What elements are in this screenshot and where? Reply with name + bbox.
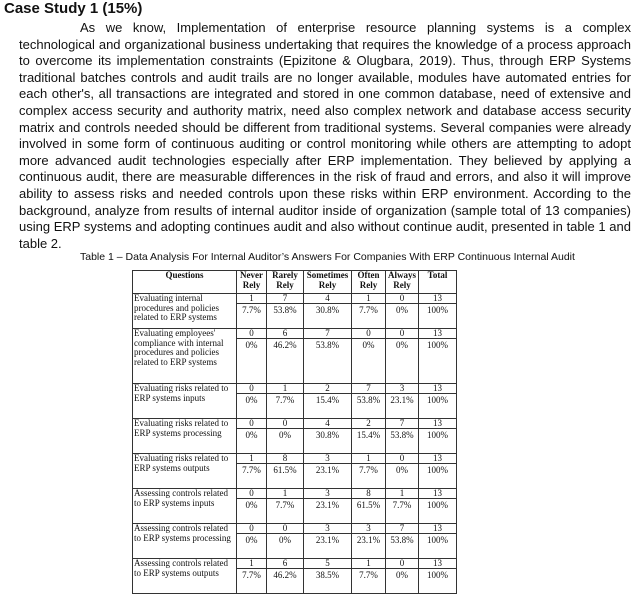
never-percent: 0% [245,395,258,405]
total-cell [419,294,457,329]
rarely-count: 7 [267,294,303,304]
never-count: 0 [237,419,266,429]
often-count: 8 [352,489,385,499]
rarely-count: 1 [267,489,303,499]
rarely-count: 0 [267,419,303,429]
sometimes-count: 2 [304,384,351,394]
rarely-count: 0 [267,524,303,534]
header-rarely-rely: Rarely Rely [267,271,304,294]
always-count: 7 [386,524,418,534]
sometimes-percent: 23.1% [315,465,340,475]
always-percent: 0% [396,570,408,580]
question-cell: Evaluating risks related to ERP systems outputs [133,454,237,489]
always-cell [386,524,419,559]
always-cell [386,489,419,524]
never-count: 1 [237,454,266,464]
sometimes-percent: 38.5% [315,570,340,580]
always-percent: 53.8% [390,535,414,545]
total-percent: 100% [427,570,448,580]
total-count: 13 [419,384,456,394]
rarely-count: 8 [267,454,303,464]
sometimes-percent: 15.4% [315,395,340,405]
often-count: 1 [352,294,385,304]
table-caption: Table 1 – Data Analysis For Internal Auditor’s Answers For Companies With ERP Continuous Internal Audit [80,251,575,263]
rarely-percent: 0% [279,430,291,440]
sometimes-count: 7 [304,329,351,339]
often-count: 0 [352,329,385,339]
never-cell [237,559,267,594]
rarely-cell [267,454,304,489]
never-count: 0 [237,524,266,534]
often-percent: 23.1% [356,535,381,545]
sometimes-cell [304,524,352,559]
always-cell [386,419,419,454]
never-count: 0 [237,489,266,499]
total-percent: 100% [427,395,448,405]
question-cell: Evaluating employees' compliance with internal procedures and policies related to ERP systems [133,329,237,384]
total-count: 13 [419,489,456,499]
question-cell: Evaluating internal procedures and policies related to ERP systems [133,294,237,329]
sometimes-cell [304,419,352,454]
always-count: 0 [386,294,418,304]
often-count: 1 [352,454,385,464]
always-cell [386,384,419,419]
sometimes-count: 3 [304,454,351,464]
often-percent: 53.8% [356,395,381,405]
header-total: Total [419,271,457,294]
always-percent: 0% [396,305,408,315]
table-row [133,454,457,489]
rarely-cell [267,559,304,594]
sometimes-count: 4 [304,419,351,429]
always-count: 7 [386,419,418,429]
often-percent: 7.7% [359,465,378,475]
table-row [133,419,457,454]
always-count: 1 [386,489,418,499]
sometimes-cell [304,329,352,384]
sometimes-cell [304,489,352,524]
rarely-percent: 7.7% [275,395,295,405]
data-analysis-table [132,270,457,594]
often-percent: 61.5% [356,500,381,510]
sometimes-cell [304,559,352,594]
often-cell [352,454,386,489]
always-cell [386,294,419,329]
rarely-percent: 53.8% [273,305,297,315]
header-often-rely: Often Rely [352,271,386,294]
often-count: 3 [352,524,385,534]
never-percent: 7.7% [242,465,261,475]
rarely-count: 6 [267,559,303,569]
never-percent: 7.7% [242,305,261,315]
table-row [133,294,457,329]
never-percent: 7.7% [242,570,261,580]
sometimes-cell [304,294,352,329]
total-percent: 100% [427,305,448,315]
always-cell [386,559,419,594]
never-cell [237,524,267,559]
total-cell [419,419,457,454]
total-percent: 100% [427,340,448,350]
always-count: 3 [386,384,418,394]
sometimes-cell [304,384,352,419]
question-cell: Assessing controls related to ERP systems inputs [133,489,237,524]
rarely-cell [267,419,304,454]
table-row [133,489,457,524]
total-cell [419,329,457,384]
sometimes-percent: 30.8% [315,305,340,315]
header-questions: Questions [133,271,237,294]
header-sometimes-rely: Sometimes Rely [304,271,352,294]
total-cell [419,454,457,489]
header-always-rely: Always Rely [386,271,419,294]
always-count: 0 [386,454,418,464]
often-cell [352,489,386,524]
total-percent: 100% [427,465,448,475]
case-study-paragraph: As we know, Implementation of enterprise resource planning systems is a complex technological and organizational business undertaking that requires the knowledge of a process approach to overcome its implementation constraints (Epizitone & Olugbara, 2019). Thus, through ERP Systems traditional batches controls and audit trails are no longer available, modules have automated entries for each other's, all transactions are integrated and stored in one common database, need of extensive and complex access security and authority matrix, need also complex network and database access security matrix and controls needed should be different from traditional systems. Several companies were already involved in some form of continuous auditing or control monitoring while others are attempting to adopt more advanced audit technologies especially after ERP implementation. They believed by applying a continuous audit, there are measurable differences in the risk of fraud and errors, and also it will improve ability to assess risks and needed controls upon these risks within ERP environment. According to the background, analyze from results of internal auditor inside of organization (sample total of 13 companies) using ERP systems and adopting continues audit and also without continue audit, presented in table 1 and table 2. [19,20,631,251]
sometimes-count: 5 [304,559,351,569]
sometimes-percent: 30.8% [315,430,340,440]
never-count: 1 [237,294,266,304]
sometimes-percent: 23.1% [315,500,340,510]
header-never-rely: Never Rely [237,271,267,294]
always-percent: 7.7% [392,500,412,510]
table-body [133,294,457,594]
rarely-count: 6 [267,329,303,339]
total-percent: 100% [427,500,448,510]
often-count: 1 [352,559,385,569]
rarely-cell [267,329,304,384]
total-count: 13 [419,294,456,304]
often-cell [352,384,386,419]
always-count: 0 [386,329,418,339]
rarely-cell [267,524,304,559]
never-count: 0 [237,329,266,339]
often-percent: 15.4% [356,430,381,440]
never-percent: 0% [245,535,258,545]
never-count: 0 [237,384,266,394]
always-cell [386,454,419,489]
total-count: 13 [419,454,456,464]
sometimes-percent: 53.8% [315,340,340,350]
often-percent: 0% [362,340,375,350]
sometimes-count: 4 [304,294,351,304]
never-count: 1 [237,559,266,569]
often-cell [352,524,386,559]
always-percent: 53.8% [390,430,414,440]
question-cell: Assessing controls related to ERP systems processing [133,524,237,559]
total-percent: 100% [427,430,448,440]
never-cell [237,489,267,524]
often-cell [352,329,386,384]
sometimes-cell [304,454,352,489]
never-cell [237,419,267,454]
often-cell [352,419,386,454]
never-cell [237,454,267,489]
table-row [133,524,457,559]
total-cell [419,384,457,419]
rarely-percent: 7.7% [275,500,295,510]
always-count: 0 [386,559,418,569]
question-cell: Evaluating risks related to ERP systems inputs [133,384,237,419]
total-percent: 100% [427,535,448,545]
total-count: 13 [419,524,456,534]
often-cell [352,559,386,594]
total-cell [419,489,457,524]
rarely-cell [267,489,304,524]
never-cell [237,329,267,384]
never-cell [237,384,267,419]
often-count: 7 [352,384,385,394]
table-row [133,559,457,594]
total-count: 13 [419,559,456,569]
case-study-heading: Case Study 1 (15%) [4,0,143,17]
never-cell [237,294,267,329]
table-row [133,329,457,384]
total-cell [419,524,457,559]
rarely-percent: 46.2% [273,340,297,350]
often-percent: 7.7% [359,570,378,580]
rarely-percent: 46.2% [273,570,297,580]
rarely-cell [267,384,304,419]
often-count: 2 [352,419,385,429]
total-count: 13 [419,419,456,429]
table-row [133,384,457,419]
sometimes-count: 3 [304,489,351,499]
often-percent: 7.7% [359,305,378,315]
always-percent: 0% [396,465,408,475]
sometimes-count: 3 [304,524,351,534]
question-cell: Evaluating risks related to ERP systems processing [133,419,237,454]
always-percent: 0% [396,340,408,350]
rarely-count: 1 [267,384,303,394]
always-cell [386,329,419,384]
never-percent: 0% [245,430,258,440]
table-header-row [133,271,457,294]
rarely-percent: 0% [279,535,291,545]
total-count: 13 [419,329,456,339]
never-percent: 0% [245,340,258,350]
question-cell: Assessing controls related to ERP systems outputs [133,559,237,594]
total-cell [419,559,457,594]
never-percent: 0% [245,500,258,510]
rarely-cell [267,294,304,329]
often-cell [352,294,386,329]
rarely-percent: 61.5% [273,465,297,475]
always-percent: 23.1% [390,395,414,405]
sometimes-percent: 23.1% [315,535,340,545]
